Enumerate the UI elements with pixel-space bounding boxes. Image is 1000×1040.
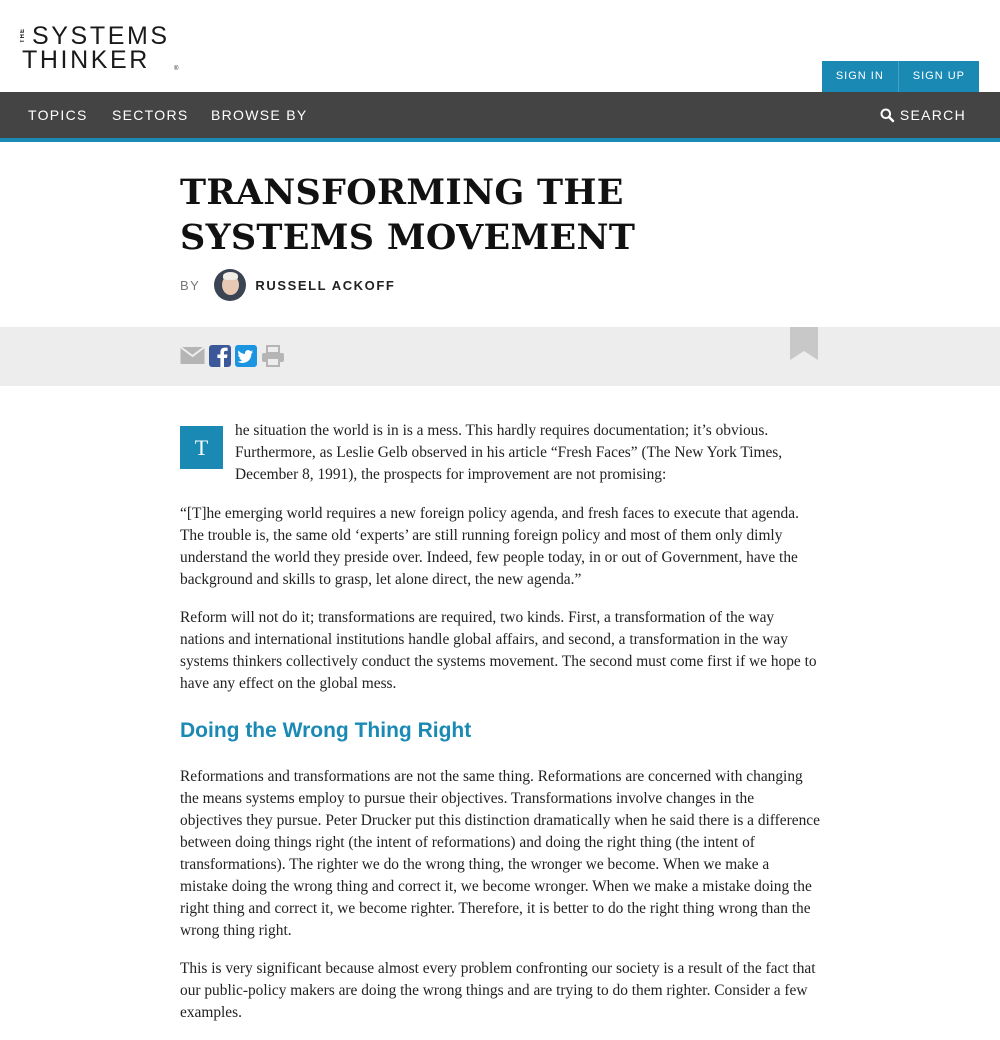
share-bar bbox=[0, 327, 1000, 386]
sign-in-button[interactable]: SIGN IN bbox=[822, 61, 899, 92]
main-nav bbox=[0, 92, 1000, 142]
print-icon[interactable] bbox=[261, 345, 285, 367]
section-heading: Doing the Wrong Thing Right bbox=[180, 719, 472, 742]
bookmark-icon[interactable] bbox=[790, 327, 818, 360]
auth-buttons bbox=[822, 61, 979, 92]
nav-item-browse-by[interactable]: BROWSE BY bbox=[211, 107, 308, 123]
article-title: TRANSFORMING THE SYSTEMS MOVEMENT bbox=[180, 172, 636, 258]
nav-item-topics[interactable]: TOPICS bbox=[28, 107, 88, 123]
logo-trademark: ® bbox=[174, 66, 179, 72]
site-logo[interactable] bbox=[20, 24, 190, 76]
paragraph: Reformations and transformations are not the same thing. Reformations are concerned with changing the means systems employ to pursue their objectives. Transformations involve changes in the objectives they pursue. Peter Drucker put this distinction dramatically when he said there is a difference between doing things right (the intent of reformations) and doing the right thing (the intent of transformations). The righter we do the wrong thing, the wronger we become. When we make a mistake doing the wrong thing and correct it, we become wronger. When we make a mistake doing the right thing and correct it, we become righter. Therefore, it is better to do the right thing wrong than the wrong thing right. bbox=[180, 768, 820, 939]
logo-line2: THINKER bbox=[22, 46, 150, 74]
twitter-icon[interactable] bbox=[235, 345, 257, 367]
facebook-icon[interactable] bbox=[209, 345, 231, 367]
site-header bbox=[0, 0, 1000, 92]
logo-line1: SYSTEMS bbox=[32, 22, 170, 50]
paragraph: Reform will not do it; transformations are required, two kinds. First, a transformation of the way nations and international institutions handle global affairs, and second, a transformation in the way systems thinkers collectively conduct the systems movement. The second must come first if we hope to have any effect on the global mess. bbox=[180, 609, 817, 692]
author-name[interactable]: RUSSELL ACKOFF bbox=[255, 277, 396, 293]
first-paragraph bbox=[180, 420, 820, 486]
drop-cap: T bbox=[180, 426, 223, 469]
author-avatar[interactable] bbox=[214, 269, 246, 301]
sign-up-button[interactable]: SIGN UP bbox=[899, 61, 979, 92]
nav-item-sectors[interactable]: SECTORS bbox=[112, 107, 189, 123]
search-button[interactable] bbox=[880, 92, 966, 138]
email-icon[interactable] bbox=[180, 345, 205, 365]
by-label: BY bbox=[180, 277, 201, 293]
article-body bbox=[180, 420, 820, 1040]
logo-the: THE bbox=[20, 28, 26, 43]
paragraph: This is very significant because almost every problem confronting our society is a result of the fact that our public-policy makers are doing the wrong things and are trying to do them righter. Consider a few examples. bbox=[180, 960, 816, 1021]
search-label: SEARCH bbox=[899, 107, 966, 123]
share-icons bbox=[180, 345, 285, 367]
byline bbox=[180, 268, 395, 302]
paragraph: he situation the world is in is a mess. This hardly requires documentation; it’s obvious. Furthermore, as Leslie Gelb observed in his article “Fresh Faces” (The New York Times, December 8, 1991), the prospects for improvement are not promising: bbox=[235, 422, 783, 483]
quote-paragraph: “[T]he emerging world requires a new foreign policy agenda, and fresh faces to execute that agenda. The trouble is, the same old ‘experts’ are still running foreign policy and most of them only dimly understand the world they preside over. Indeed, few people today, in or out of Government, have the background and skills to grasp, let alone direct, the new agenda.” bbox=[180, 505, 799, 588]
search-icon bbox=[880, 108, 894, 122]
